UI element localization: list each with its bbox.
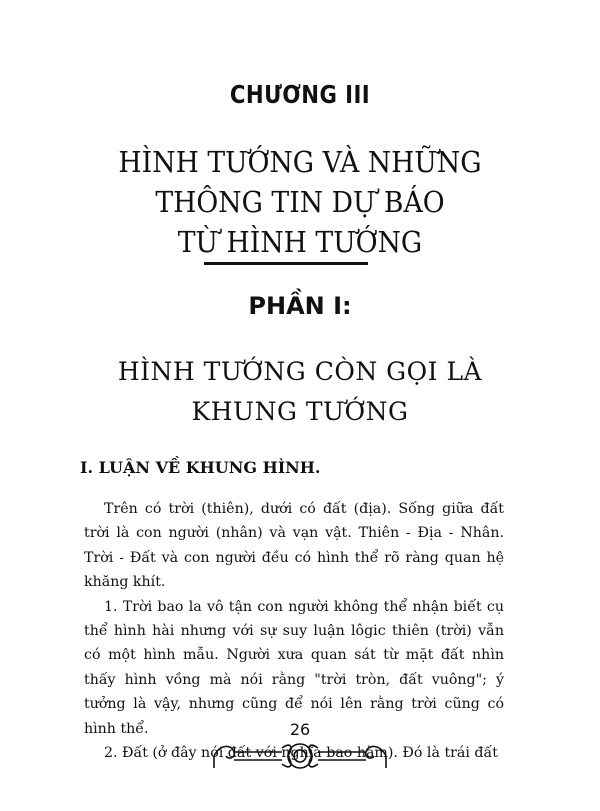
chapter-title-line: HÌNH TƯỚNG VÀ NHỮNG <box>118 145 482 179</box>
part-subtitle-line: HÌNH TƯỚNG CÒN GỌI LÀ <box>117 357 483 386</box>
paragraph: Trên có trời (thiên), dưới có đất (địa). Sống giữa đất trời là con người (nhân) và vạn vật. Thiên - Địa - Nhân. Trời - Đất và con người đều có hình thể rõ ràng quan hệ khăng khít. <box>84 501 504 591</box>
page-number: 26 <box>289 720 311 739</box>
chapter-title <box>24 142 576 262</box>
chapter-heading: CHƯƠNG III <box>229 80 371 109</box>
section-heading: I. LUẬN VỀ KHUNG HÌNH. <box>80 458 321 477</box>
title-divider <box>204 262 368 265</box>
paragraph: 2. Đất (ở đây nói đất với nghĩa bao hàm). Đó là trái đất <box>104 745 498 762</box>
paragraph: 1. Trời bao la vô tận con người không thể nhận biết cụ thể hình hài nhưng với sự suy luận lôgic thiên (trời) vẫn có một hình mẫu. Người xưa quan sát từ mặt đất nhìn thấy hình vồng mà nói rằng "trời tròn, đất vuông"; ý tưởng là vậy, nhưng cũng để nói lên rằng trời cũng có hình thể. <box>84 598 504 737</box>
part-heading: PHẦN I: <box>248 292 352 320</box>
chapter-title-line: THÔNG TIN DỰ BÁO <box>155 185 445 219</box>
chapter-title-line: TỪ HÌNH TƯỚNG <box>177 225 423 259</box>
part-subtitle-line: KHUNG TƯỚNG <box>191 397 409 426</box>
part-subtitle <box>0 352 600 432</box>
decorative-scroll-ornament-icon <box>210 738 390 774</box>
